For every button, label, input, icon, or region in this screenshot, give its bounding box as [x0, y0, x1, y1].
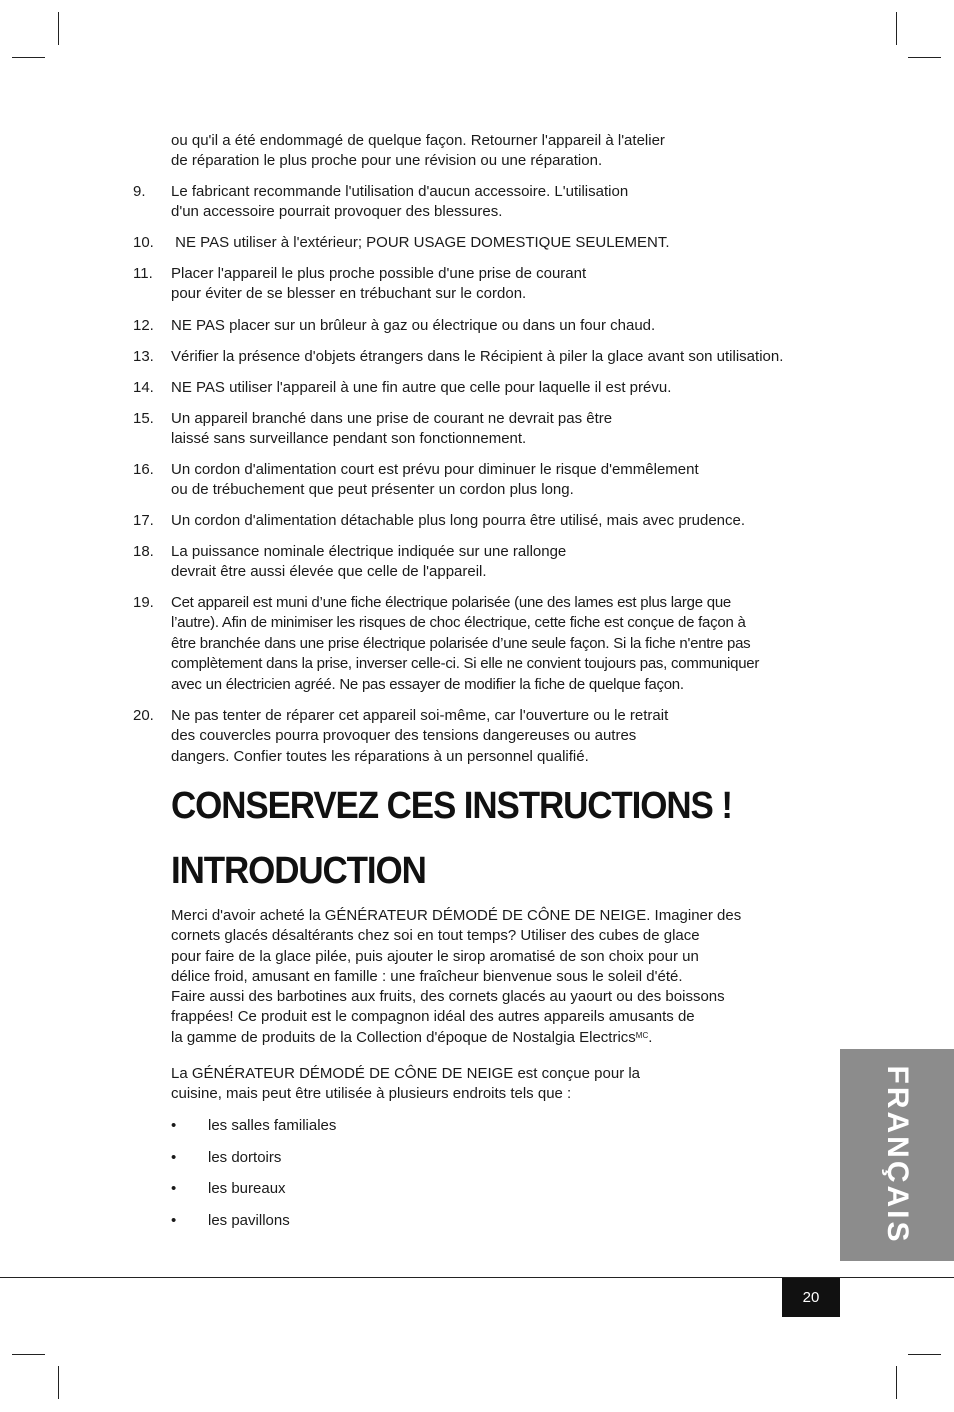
list-item-line: devrait être aussi élevée que celle de l'appareil.	[171, 563, 487, 581]
bullet-icon: •	[171, 1212, 177, 1229]
bullet-icon: •	[171, 1149, 177, 1166]
crop-mark-bottom-right-horizontal	[908, 1354, 941, 1355]
list-item-line: pour éviter de se blesser en trébuchant sur le cordon.	[171, 285, 527, 303]
list-item-number: 19.	[133, 594, 154, 611]
list-item-line: Ne pas tenter de réparer cet appareil soi-même, car l'ouverture ou le retrait	[171, 707, 669, 724]
usage-paragraph	[171, 1064, 771, 1105]
list-item-line: Cet appareil est muni d’une fiche électrique polarisée (une des lames est plus large que	[171, 594, 732, 611]
list-item-number: 20.	[133, 707, 154, 724]
list-item-line: La puissance nominale électrique indiquée sur une rallonge	[171, 543, 567, 560]
introduction-heading: INTRODUCTION	[171, 850, 426, 892]
paragraph-period: .	[648, 1028, 653, 1046]
list-item-line: ou de trébuchement que peut présenter un cordon plus long.	[171, 481, 574, 499]
list-item-line: Un cordon d'alimentation court est prévu pour diminuer le risque d'emmêlement	[171, 461, 699, 478]
bullet-text: les salles familiales	[208, 1117, 337, 1134]
bullet-text: les dortoirs	[208, 1149, 282, 1166]
page-number: 20	[782, 1278, 840, 1317]
list-item-line: des couvercles pourra provoquer des tensions dangereuses ou autres	[171, 727, 637, 745]
bullet-icon: •	[171, 1117, 177, 1134]
list-item-line: NE PAS utiliser l'appareil à une fin autre que celle pour laquelle il est prévu.	[171, 379, 672, 396]
list-item-line: Un cordon d'alimentation détachable plus long pourra être utilisé, mais avec prudence.	[171, 512, 746, 529]
bullet-text: les bureaux	[208, 1180, 286, 1197]
crop-mark-bottom-left-horizontal	[12, 1354, 45, 1355]
list-item-number: 10.	[133, 234, 154, 251]
trademark-superscript: MC	[635, 1030, 649, 1040]
list-item-line: NE PAS utiliser à l'extérieur; POUR USAGE DOMESTIQUE SEULEMENT.	[171, 234, 670, 251]
list-item-line: être branchée dans une prise électrique polarisée d’une seule façon. Si la fiche n'entre pas	[171, 634, 751, 652]
crop-mark-top-right-vertical	[896, 12, 897, 45]
bullet-icon: •	[171, 1180, 177, 1197]
paragraph-line	[171, 1028, 771, 1048]
save-instructions-heading: CONSERVEZ CES INSTRUCTIONS !	[171, 785, 732, 827]
paragraph-line: délice froid, amusant en famille : une fraîcheur bienvenue sous le soleil d'été.	[171, 967, 683, 985]
paragraph-line: cuisine, mais peut être utilisée à plusieurs endroits tels que :	[171, 1085, 572, 1103]
list-item-number: 13.	[133, 348, 154, 365]
list-item-line: d'un accessoire pourrait provoquer des blessures.	[171, 203, 503, 221]
crop-mark-bottom-right-vertical	[896, 1366, 897, 1399]
paragraph-line: Faire aussi des barbotines aux fruits, des cornets glacés au yaourt ou des boissons	[171, 988, 725, 1006]
continuation-line: ou qu'il a été endommagé de quelque façon. Retourner l'appareil à l'atelier	[171, 132, 665, 149]
language-tab	[840, 1049, 954, 1261]
continuation-line: de réparation le plus proche pour une révision ou une réparation.	[171, 152, 603, 169]
list-item-line: NE PAS placer sur un brûleur à gaz ou électrique ou dans un four chaud.	[171, 317, 656, 334]
list-item-number: 9.	[133, 183, 146, 200]
list-item-line: laissé sans surveillance pendant son fonctionnement.	[171, 430, 527, 448]
list-item-line: l’autre). Afin de minimiser les risques de choc électrique, cette fiche est conçue de façon à	[171, 614, 746, 632]
crop-mark-bottom-left-vertical	[58, 1366, 59, 1399]
list-item-line: Vérifier la présence d'objets étrangers dans le Récipient à piler la glace avant son utilisation.	[171, 348, 784, 365]
paragraph-text: la gamme de produits de la Collection d'époque de Nostalgia Electrics	[171, 1028, 636, 1046]
paragraph-line: cornets glacés désaltérants chez soi en tout temps? Utiliser des cubes de glace	[171, 927, 700, 945]
bullet-text: les pavillons	[208, 1212, 290, 1229]
introduction-paragraph	[171, 906, 771, 1048]
list-item-number: 17.	[133, 512, 154, 529]
list-item-line: dangers. Confier toutes les réparations à un personnel qualifié.	[171, 747, 589, 765]
list-item-number: 12.	[133, 317, 154, 334]
list-item-number: 14.	[133, 379, 154, 396]
list-item-number: 18.	[133, 543, 154, 560]
paragraph-line: La GÉNÉRATEUR DÉMODÉ DE CÔNE DE NEIGE est conçue pour la	[171, 1065, 641, 1082]
list-item-number: 11.	[133, 265, 153, 282]
list-item-line: complètement dans la prise, inverser celle-ci. Si elle ne convient toujours pas, communiquer	[171, 655, 760, 673]
crop-mark-top-right-horizontal	[908, 57, 941, 58]
paragraph-line: frappées! Ce produit est le compagnon idéal des autres appareils amusants de	[171, 1008, 695, 1026]
list-item-line: avec un électricien agréé. Ne pas essayer de modifier la fiche de quelque façon.	[171, 675, 684, 693]
list-item-number: 15.	[133, 410, 154, 427]
list-item-number: 16.	[133, 461, 154, 478]
list-item-line: Un appareil branché dans une prise de courant ne devrait pas être	[171, 410, 613, 427]
paragraph-line: pour faire de la glace pilée, puis ajouter le sirop aromatisé de son choix pour un	[171, 947, 699, 965]
crop-mark-top-left-horizontal	[12, 57, 45, 58]
crop-mark-top-left-vertical	[58, 12, 59, 45]
list-item-line: Placer l'appareil le plus proche possible d'une prise de courant	[171, 265, 587, 282]
list-item-line: Le fabricant recommande l'utilisation d'aucun accessoire. L'utilisation	[171, 183, 629, 200]
language-tab-label: FRANÇAIS	[881, 1065, 914, 1245]
paragraph-line: Merci d'avoir acheté la GÉNÉRATEUR DÉMODÉ DE CÔNE DE NEIGE. Imaginer des	[171, 907, 742, 924]
